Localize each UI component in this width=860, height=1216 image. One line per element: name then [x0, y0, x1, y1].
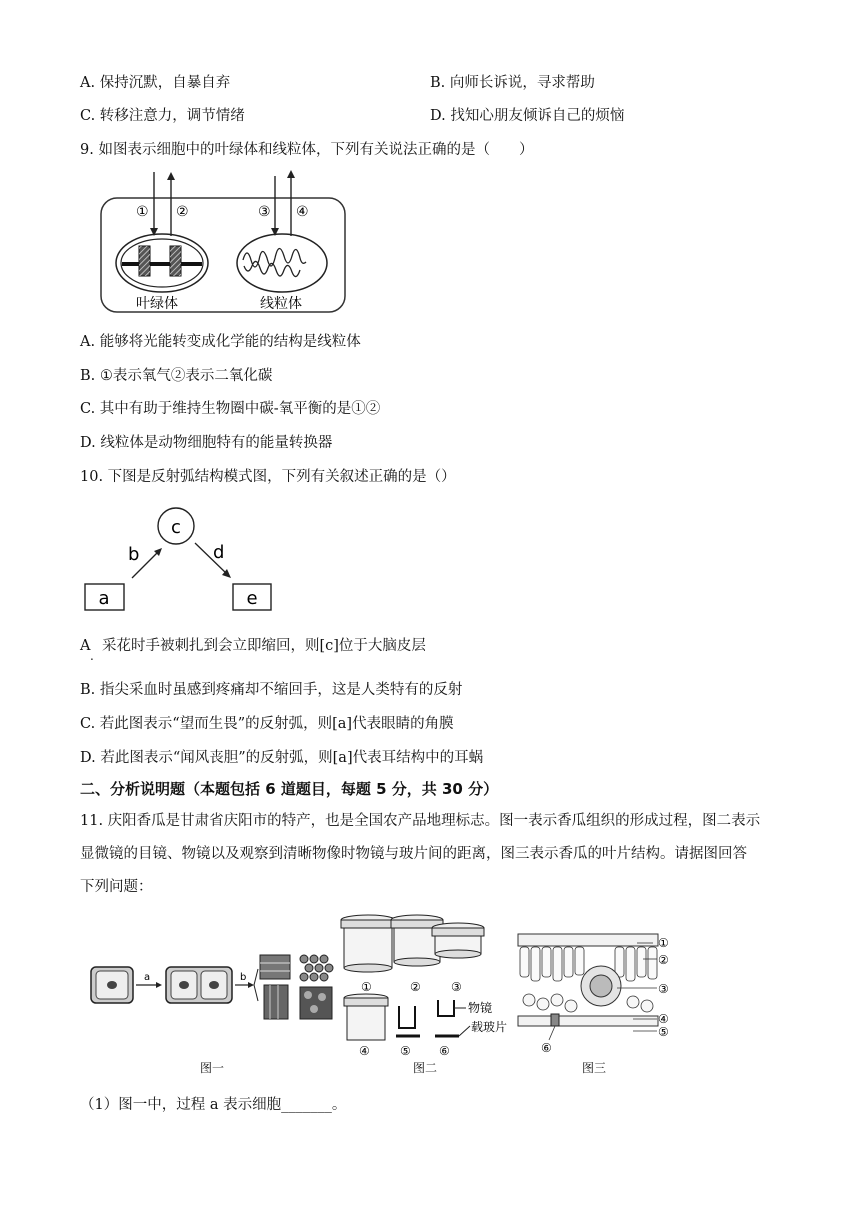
- q10-reflex-arc-figure: [82, 502, 282, 614]
- q10-option-b: B. 指尖采血时虽感到疼痛却不缩回手，这是人类特有的反射: [80, 682, 463, 698]
- q11-stem-line1: 11. 庆阳香瓜是甘肃省庆阳市的特产，也是全国农产品地理标志。图一表示香瓜组织的形成过程，图二表示: [80, 813, 761, 829]
- fig1-label-a: a: [144, 972, 151, 983]
- tissue-icons: [260, 955, 333, 1019]
- q10-option-a-dot: .: [90, 649, 94, 663]
- objective-4-icon: [344, 994, 388, 1040]
- fig3-label-2: ②: [658, 953, 669, 967]
- fig2-label-1: ①: [361, 980, 372, 994]
- objective-distance-6-icon: [435, 1000, 470, 1036]
- q11-stem-line2: 显微镜的目镜、物镜以及观察到清晰物像时物镜与玻片间的距离，图三表示香瓜的叶片结构。请据图回答: [80, 846, 747, 862]
- q9-option-b: B. ①表示氧气②表示二氧化碳: [80, 368, 273, 384]
- leaf-cross-section-icon: [518, 934, 658, 1026]
- fig2-label-3: ③: [451, 980, 462, 994]
- q9-stem: 9. 如图表示细胞中的叶绿体和线粒体，下列有关说法正确的是（ ）: [80, 142, 534, 158]
- q8-option-a: A. 保持沉默，自暴自弃: [80, 75, 231, 91]
- slide-label: 载玻片: [471, 1020, 508, 1034]
- q9-figure: [98, 170, 348, 315]
- label-1: ①: [136, 204, 149, 220]
- caption-fig1: 图一: [200, 1061, 225, 1075]
- chloroplast-label: 叶绿体: [136, 296, 178, 312]
- q8-option-c: C. 转移注意力，调节情绪: [80, 108, 245, 124]
- q11-figure-1: [88, 945, 358, 1025]
- q10-option-d: D. 若此图表示“闻风丧胆”的反射弧，则[a]代表耳结构中的耳蜗: [80, 750, 484, 766]
- q10-stem: 10. 下图是反射弧结构模式图，下列有关叙述正确的是（）: [80, 469, 456, 485]
- q11-sub-question-1: （1）图一中，过程 a 表示细胞_______。: [80, 1097, 347, 1113]
- two-cells-icon: [166, 967, 232, 1003]
- mitochondrion-label: 线粒体: [260, 296, 302, 312]
- q9-option-d: D. 线粒体是动物细胞特有的能量转换器: [80, 435, 333, 451]
- q9-option-c: C. 其中有助于维持生物圈中碳-氧平衡的是①②: [80, 401, 381, 417]
- label-b: b: [128, 544, 140, 565]
- label-e: e: [246, 588, 258, 609]
- q10-option-a: 采花时手被刺扎到会立即缩回，则[c]位于大脑皮层: [102, 638, 426, 654]
- fig3-label-5: ⑤: [658, 1025, 669, 1039]
- arrow-4-icon: [287, 170, 295, 178]
- eyepiece-1-icon: [341, 915, 395, 972]
- chloroplast-icon: [116, 234, 208, 292]
- fig3-label-4: ④: [658, 1012, 669, 1026]
- q11-figure-3: [515, 930, 685, 1060]
- label-4: ④: [296, 204, 309, 220]
- caption-fig2: 图二: [413, 1061, 438, 1075]
- q11-figure-2: [338, 912, 518, 1062]
- fig3-label-1: ①: [658, 936, 669, 950]
- arrow-b-icon: [248, 982, 254, 988]
- label-c: c: [171, 517, 181, 538]
- label-3: ③: [258, 204, 271, 220]
- fig2-label-6: ⑥: [439, 1044, 450, 1058]
- fig3-label-3: ③: [658, 982, 669, 996]
- mitochondrion-icon: [237, 234, 327, 292]
- q10-option-c: C. 若此图表示“望而生畏”的反射弧，则[a]代表眼睛的角膜: [80, 716, 454, 732]
- q9-option-a: A. 能够将光能转变成化学能的结构是线粒体: [80, 334, 361, 350]
- q10-option-a-letter: A: [80, 638, 91, 654]
- objective-distance-5-icon: [396, 1006, 420, 1036]
- fig2-label-5: ⑤: [400, 1044, 411, 1058]
- section-2-heading: 二、分析说明题（本题包括 6 道题目，每题 5 分，共 30 分）: [80, 780, 499, 798]
- label-a: a: [98, 588, 110, 609]
- arrow-2-icon: [167, 172, 175, 180]
- fig1-label-b: b: [240, 972, 247, 983]
- fig3-label-6: ⑥: [541, 1041, 552, 1055]
- objective-label: 物镜: [468, 1001, 493, 1015]
- q8-option-b: B. 向师长诉说，寻求帮助: [430, 75, 595, 91]
- single-cell-icon: [91, 967, 133, 1003]
- caption-fig3: 图三: [582, 1061, 607, 1075]
- q11-stem-line3: 下列问题：: [80, 879, 153, 895]
- label-d: d: [213, 542, 225, 563]
- eyepiece-3-icon: [432, 923, 484, 958]
- q8-option-d: D. 找知心朋友倾诉自己的烦恼: [430, 108, 625, 124]
- arrow-a-icon: [156, 982, 162, 988]
- fig2-label-2: ②: [410, 980, 421, 994]
- fig2-label-4: ④: [359, 1044, 370, 1058]
- label-2: ②: [176, 204, 189, 220]
